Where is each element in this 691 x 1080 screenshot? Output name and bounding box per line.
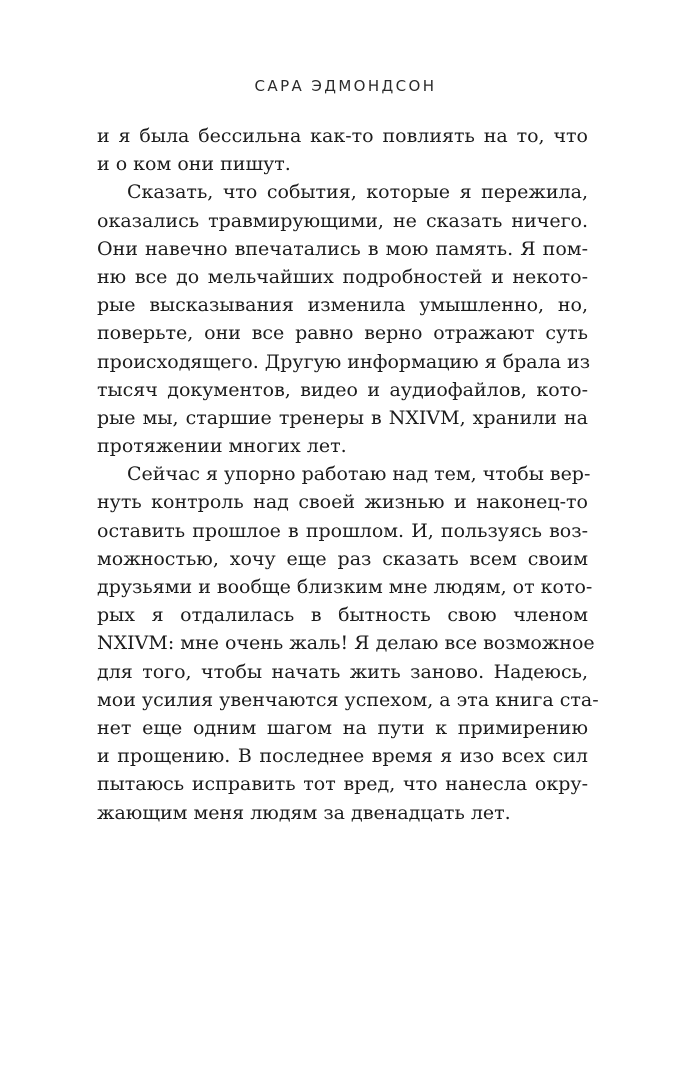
paragraph	[97, 178, 591, 460]
text-line: для того, чтобы начать жить заново. Надеюсь,	[97, 660, 588, 683]
text-line: Они навечно впечатались в мою память. Я пом-	[97, 237, 588, 260]
text-line: и я была бессильна как-то повлиять на то, что	[97, 125, 588, 147]
paragraph	[97, 460, 599, 826]
text-line: нет еще одним шагом на пути к примирению	[97, 716, 588, 739]
text-line: Сейчас я упорно работаю над тем, чтобы вер-	[127, 463, 591, 486]
paragraph	[97, 122, 588, 178]
running-head: САРА ЭДМОНДСОН	[254, 77, 437, 95]
text-line: протяжении многих лет.	[97, 435, 347, 458]
text-line: рые высказывания изменила умышленно, но,	[97, 294, 588, 317]
text-line: тысяч документов, видео и аудиофайлов, кото-	[97, 378, 588, 401]
text-line: нуть контроль над своей жизнью и наконец-то	[97, 491, 588, 514]
text-line: друзьями и вообще близким мне людям, от кото-	[97, 576, 593, 598]
text-line: и о ком они пишут.	[97, 153, 291, 176]
text-line: Сказать, что события, которые я пережила,	[127, 181, 588, 204]
text-line: NXIVM: мне очень жаль! Я делаю все возможное	[97, 632, 595, 655]
text-line: пытаюсь исправить тот вред, что нанесла окру-	[97, 773, 588, 796]
text-line: рых я отдалилась в бытность свою членом	[97, 604, 588, 627]
text-line: оставить прошлое в прошлом. И, пользуясь воз-	[97, 519, 588, 542]
body-text	[97, 122, 599, 827]
text-line: происходящего. Другую информацию я брала из	[97, 350, 591, 373]
text-line: оказались травмирующими, не сказать ничего.	[97, 209, 588, 232]
text-line: ню все до мельчайших подробностей и некото-	[97, 265, 588, 288]
text-line: и прощению. В последнее время я изо всех сил	[97, 745, 588, 768]
text-line: жающим меня людям за двенадцать лет.	[97, 801, 511, 824]
text-line: можностью, хочу еще раз сказать всем своим	[97, 547, 588, 570]
text-line: поверьте, они все равно верно отражают суть	[97, 322, 588, 345]
text-line: мои усилия увенчаются успехом, а эта книга ста-	[97, 688, 599, 711]
text-line: рые мы, старшие тренеры в NXIVM, хранили на	[97, 406, 588, 429]
